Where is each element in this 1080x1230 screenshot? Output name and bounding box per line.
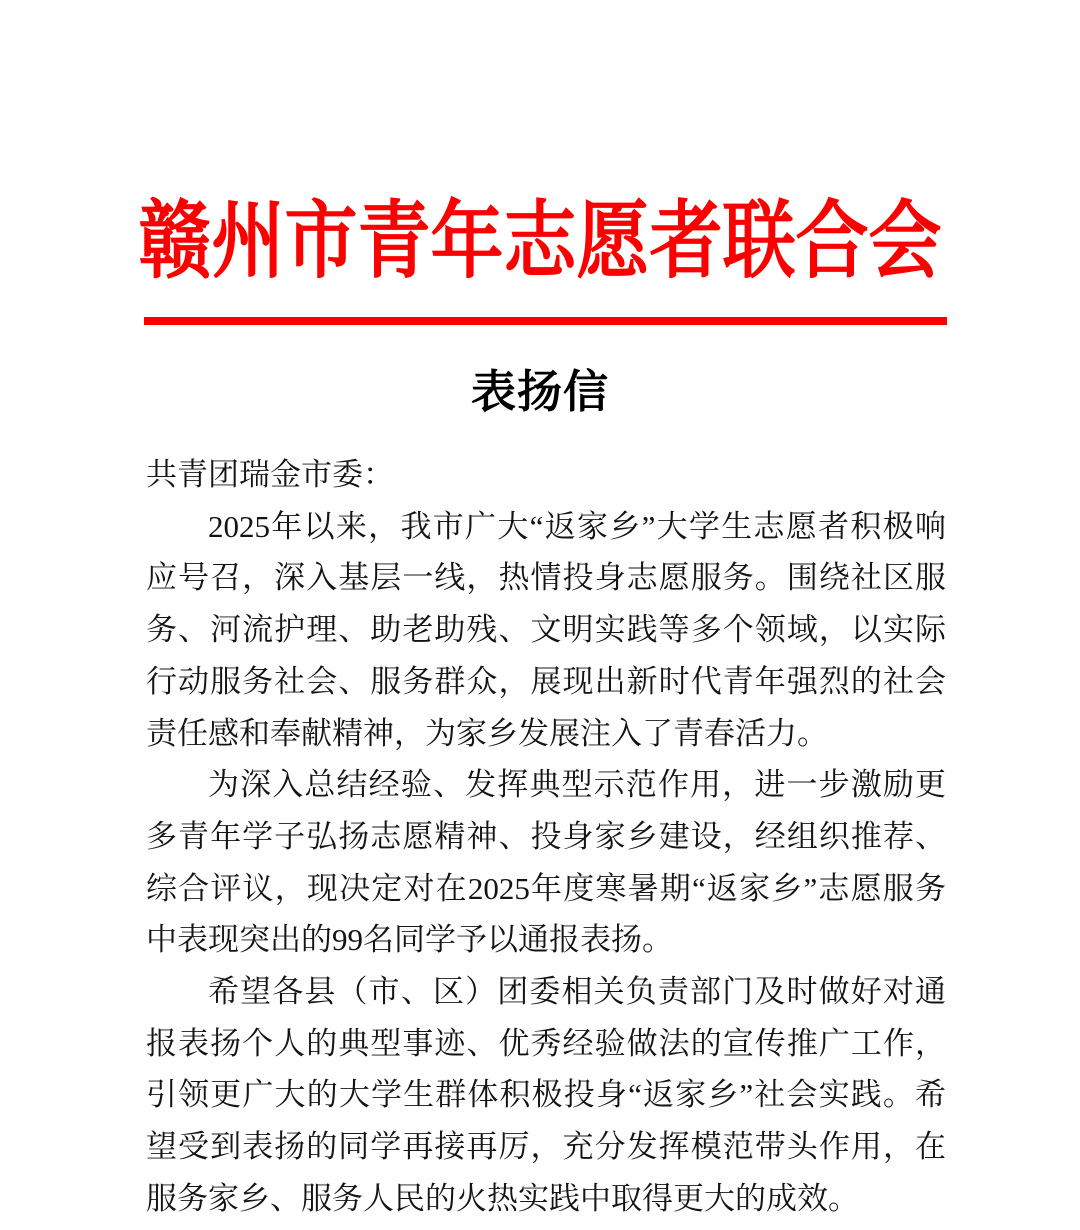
letter-body xyxy=(146,449,946,1225)
letterhead-divider-rule xyxy=(144,317,947,325)
letter-title: 表扬信 xyxy=(470,367,609,417)
paragraph-1: 2025年以来，我市广大“返家乡”大学生志愿者积极响应号召，深入基层一线，热情投身志愿服务。围绕社区服务、河流护理、助老助残、文明实践等多个领域，以实际行动服务社会、服务群众，展现出新时代青年强烈的社会责任感和奉献精神，为家乡发展注入了青春活力。 xyxy=(146,508,946,751)
letterhead-org-name: 赣州市青年志愿者联合会 xyxy=(138,194,942,289)
salutation: 共青团瑞金市委： xyxy=(146,457,394,492)
paragraph-3: 希望各县（市、区）团委相关负责部门及时做好对通报表扬个人的典型事迹、优秀经验做法的宣传推广工作，引领更广大的大学生群体积极投身“返家乡”社会实践。希望受到表扬的同学再接再厉，充分发挥模范带头作用，在服务家乡、服务人民的火热实践中取得更大的成效。 xyxy=(146,974,946,1216)
paragraph-2: 为深入总结经验、发挥典型示范作用，进一步激励更多青年学子弘扬志愿精神、投身家乡建设，经组织推荐、综合评议，现决定对在2025年度寒暑期“返家乡”志愿服务中表现突出的99名同学予以通报表扬。 xyxy=(146,767,946,958)
